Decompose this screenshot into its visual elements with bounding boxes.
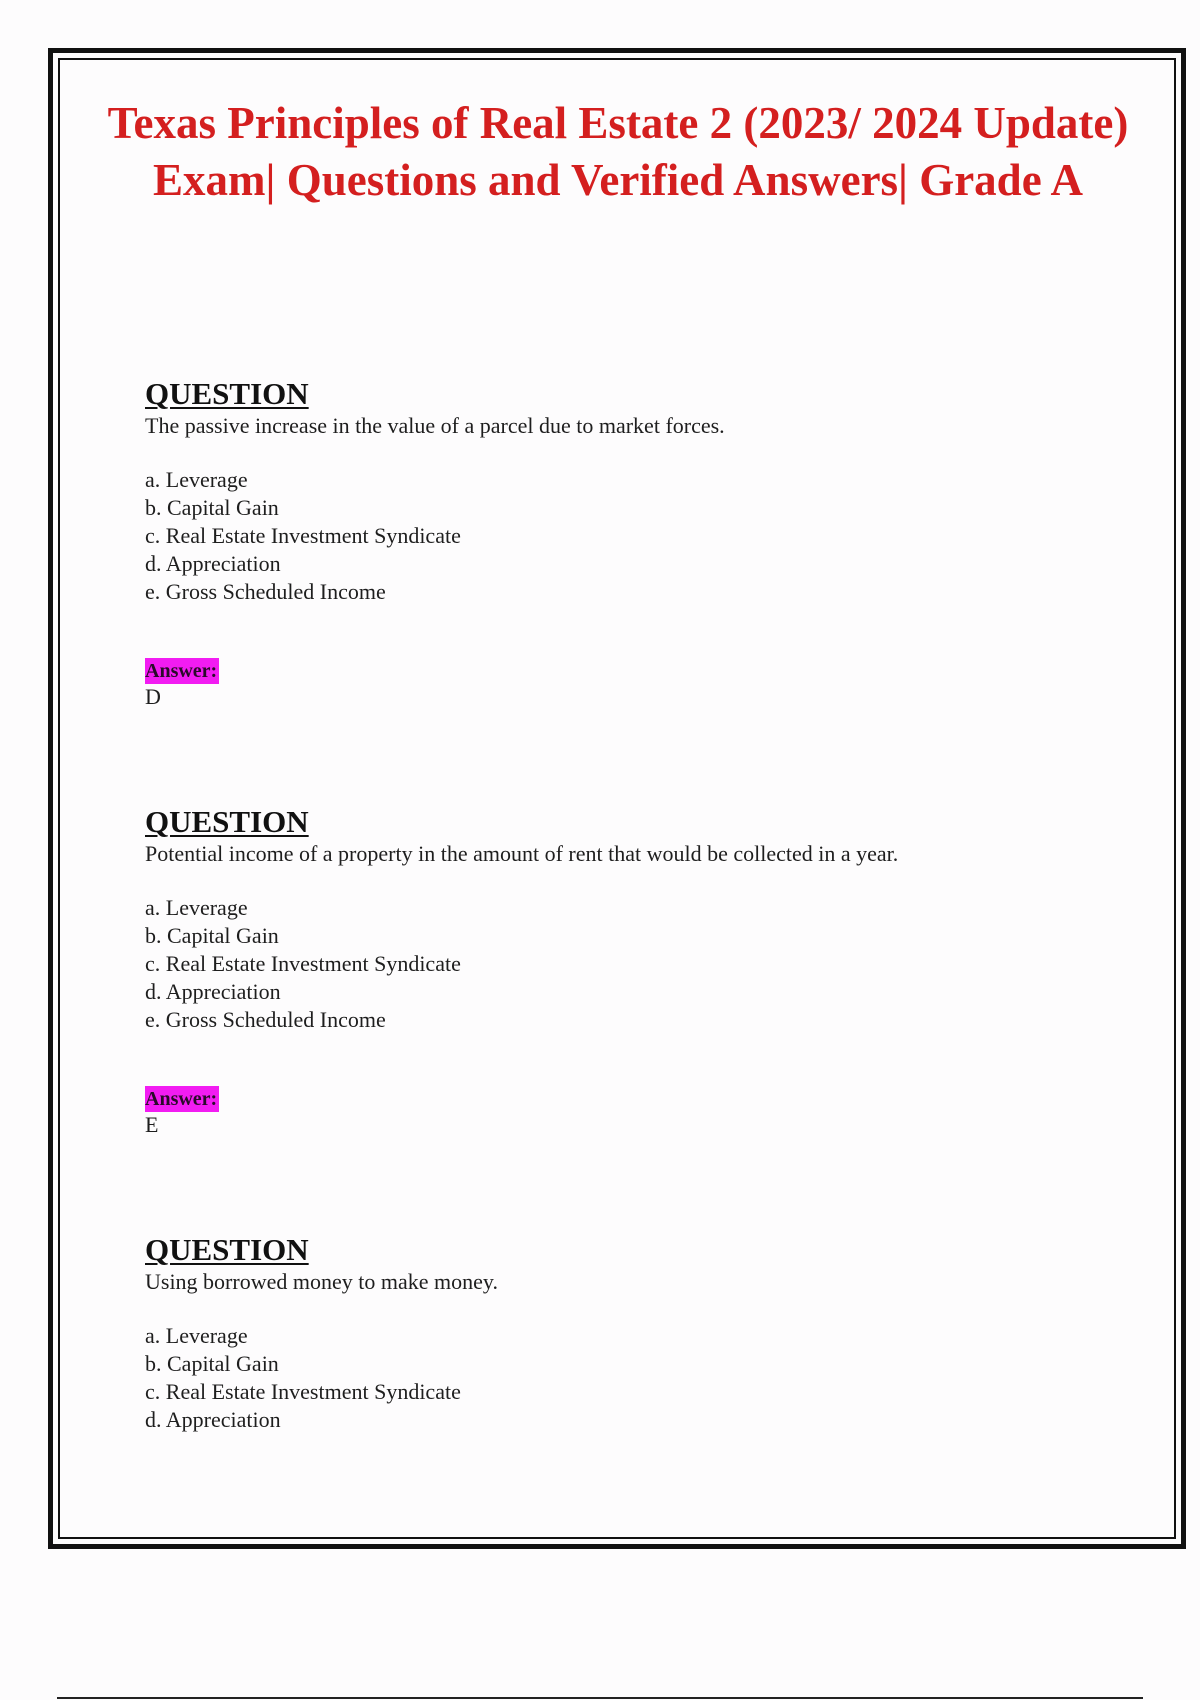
question-heading: QUESTION bbox=[145, 376, 309, 411]
option-b: b. Capital Gain bbox=[145, 923, 279, 948]
option-d: d. Appreciation bbox=[145, 1407, 281, 1432]
answer-label: Answer: bbox=[145, 1088, 218, 1110]
option-e: e. Gross Scheduled Income bbox=[145, 1007, 386, 1032]
option-c: c. Real Estate Investment Syndicate bbox=[145, 1379, 461, 1404]
question-text: Potential income of a property in the amount of rent that would be collected in a year. bbox=[145, 841, 899, 866]
option-a: a. Leverage bbox=[145, 467, 248, 492]
answer-options bbox=[145, 894, 1145, 1034]
option-c: c. Real Estate Investment Syndicate bbox=[145, 951, 461, 976]
answer-value: D bbox=[145, 684, 161, 709]
question-heading: QUESTION bbox=[145, 804, 309, 839]
answer-value: E bbox=[145, 1112, 159, 1137]
answer-label: Answer: bbox=[145, 660, 218, 682]
answer-options bbox=[145, 466, 1145, 606]
question-text: Using borrowed money to make money. bbox=[145, 1269, 498, 1294]
question-block-1 bbox=[145, 378, 1145, 710]
option-c: c. Real Estate Investment Syndicate bbox=[145, 523, 461, 548]
question-text: The passive increase in the value of a parcel due to market forces. bbox=[145, 413, 725, 438]
option-b: b. Capital Gain bbox=[145, 495, 279, 520]
option-b: b. Capital Gain bbox=[145, 1351, 279, 1376]
document-title: Texas Principles of Real Estate 2 (2023/ 2024 Update) Exam| Questions and Verified Answers| Grade A bbox=[107, 98, 1129, 205]
option-a: a. Leverage bbox=[145, 1323, 248, 1348]
question-heading: QUESTION bbox=[145, 1232, 309, 1267]
option-d: d. Appreciation bbox=[145, 551, 281, 576]
option-e: e. Gross Scheduled Income bbox=[145, 579, 386, 604]
question-block-3 bbox=[145, 1234, 1145, 1434]
option-a: a. Leverage bbox=[145, 895, 248, 920]
answer-options bbox=[145, 1322, 1145, 1434]
question-block-2 bbox=[145, 806, 1145, 1138]
footer-rule bbox=[57, 1697, 1143, 1699]
option-d: d. Appreciation bbox=[145, 979, 281, 1004]
